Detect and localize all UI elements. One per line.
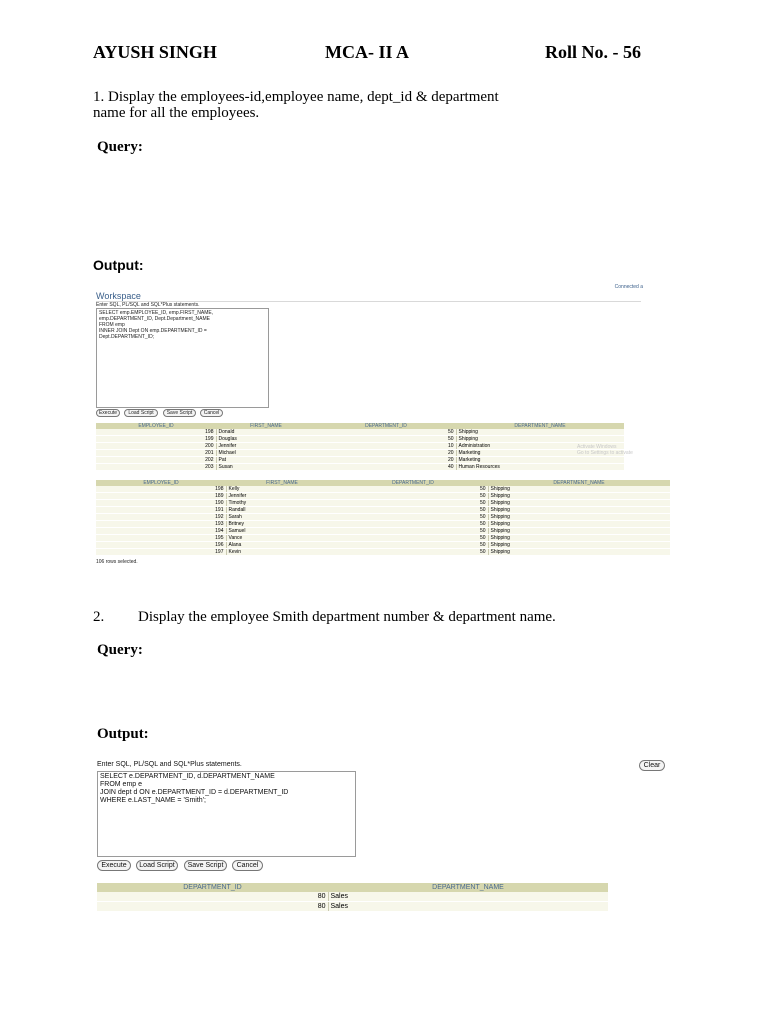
table-cell: Shipping [488, 535, 670, 542]
table-cell: Samuel [226, 528, 338, 535]
watermark-line-1: Activate Windows [577, 444, 617, 450]
execute-button[interactable]: Execute [96, 409, 120, 417]
table-cell: 50 [316, 436, 456, 443]
table-cell: 50 [338, 493, 488, 500]
output-screenshot-2 [96, 758, 668, 928]
table-cell: 50 [316, 429, 456, 436]
watermark-line-2: Go to Settings to activate [577, 450, 633, 456]
table-cell: 189 [96, 493, 226, 500]
cancel-button[interactable]: Cancel [200, 409, 223, 417]
table-cell: Susan [216, 464, 316, 471]
output-label-1: Output: [93, 257, 144, 273]
table-row [96, 514, 670, 521]
table-cell: Shipping [456, 429, 624, 436]
workspace-title: Workspace [96, 291, 141, 301]
table-cell: 193 [96, 521, 226, 528]
table-cell: 197 [96, 549, 226, 556]
execute-button-2[interactable]: Execute [97, 860, 131, 871]
save-script-button-2[interactable]: Save Script [184, 860, 227, 871]
table-cell: Shipping [488, 507, 670, 514]
table-cell: Alana [226, 542, 338, 549]
col-department-name-2: DEPARTMENT_NAME [488, 480, 670, 486]
table-cell: Marketing [456, 450, 624, 457]
connected-status: Connected a [614, 284, 643, 290]
table-cell: Human Resources [456, 464, 624, 471]
table-cell: 50 [338, 486, 488, 493]
table-cell: Jennifer [216, 443, 316, 450]
table-row [96, 535, 670, 542]
table-cell: 10 [316, 443, 456, 450]
table-cell: Marketing [456, 457, 624, 464]
table-cell: Pat [216, 457, 316, 464]
question-1-line-1: 1. Display the employees-id,employee name, dept_id & department [93, 89, 499, 105]
table-row [96, 493, 670, 500]
table-cell: Douglas [216, 436, 316, 443]
table-row [97, 892, 608, 902]
table-cell: Randall [226, 507, 338, 514]
table-cell: 198 [96, 429, 216, 436]
table-cell: Shipping [488, 486, 670, 493]
table-cell: Sarah [226, 514, 338, 521]
table-cell: 195 [96, 535, 226, 542]
question-1-line-2: name for all the employees. [93, 105, 260, 121]
query-label-1: Query: [97, 139, 143, 155]
table-row [97, 902, 608, 912]
table-cell: 203 [96, 464, 216, 471]
table-cell: 190 [96, 500, 226, 507]
col-employee-id: EMPLOYEE_ID [96, 423, 216, 429]
col-department-id-2: DEPARTMENT_ID [338, 480, 488, 486]
load-script-button-2[interactable]: Load Script [136, 860, 178, 871]
table-cell: 200 [96, 443, 216, 450]
result-table-3 [97, 883, 608, 912]
col-department-name-3: DEPARTMENT_NAME [328, 883, 608, 892]
student-name: AYUSH SINGH [93, 42, 217, 62]
table-cell: Sales [328, 902, 608, 912]
col-employee-id-2: EMPLOYEE_ID [96, 480, 226, 486]
question-2-number: 2. [93, 609, 105, 625]
table-cell: Timothy [226, 500, 338, 507]
table-cell: 199 [96, 436, 216, 443]
table-cell: 50 [338, 507, 488, 514]
table-cell: 50 [338, 549, 488, 556]
table-row [96, 436, 624, 443]
table-cell: Shipping [488, 521, 670, 528]
rows-selected-text: 106 rows selected. [96, 559, 138, 565]
table-cell: Kevin [226, 549, 338, 556]
table-cell: Kelly [226, 486, 338, 493]
table-cell: Shipping [456, 436, 624, 443]
query-label-2: Query: [97, 642, 143, 658]
sql-editor[interactable]: SELECT emp.EMPLOYEE_ID, emp.FIRST_NAME, emp.DEPARTMENT_ID, Dept.Department_NAME FROM emp INNER JOIN Dept ON emp.DEPARTMENT_ID = Dept.DEPARTMENT_ID; [96, 308, 269, 408]
col-first-name: FIRST_NAME [216, 423, 316, 429]
table-cell: 20 [316, 457, 456, 464]
table-cell: 202 [96, 457, 216, 464]
save-script-button[interactable]: Save Script [163, 409, 196, 417]
table-cell: 192 [96, 514, 226, 521]
table-cell: Shipping [488, 514, 670, 521]
class-name: MCA- II A [325, 42, 409, 62]
result-table-bottom [96, 480, 670, 556]
col-department-name: DEPARTMENT_NAME [456, 423, 624, 429]
table-cell: Jennifer [226, 493, 338, 500]
table-cell: 50 [338, 542, 488, 549]
table-row [96, 507, 670, 514]
table-cell: 201 [96, 450, 216, 457]
table-cell: Shipping [488, 549, 670, 556]
table-cell: 50 [338, 535, 488, 542]
table-cell: Vance [226, 535, 338, 542]
table-cell: 40 [316, 464, 456, 471]
table-cell: Britney [226, 521, 338, 528]
load-script-button[interactable]: Load Script [124, 409, 158, 417]
roll-number: Roll No. - 56 [545, 42, 641, 62]
table-cell: 196 [96, 542, 226, 549]
output-screenshot-1 [93, 280, 673, 570]
result-table-top [96, 423, 624, 471]
question-2-text: Display the employee Smith department number & department name. [138, 609, 556, 625]
table-cell: 80 [97, 892, 328, 902]
table-cell: 50 [338, 500, 488, 507]
sql-prompt-2: Enter SQL, PL/SQL and SQL*Plus statements. [97, 761, 242, 768]
table-cell: Shipping [488, 493, 670, 500]
table-cell: Shipping [488, 500, 670, 507]
table-cell: Shipping [488, 542, 670, 549]
table-cell: 50 [338, 514, 488, 521]
table-row [96, 521, 670, 528]
clear-button[interactable]: Clear [639, 760, 665, 771]
table-cell: 80 [97, 902, 328, 912]
table-cell: 191 [96, 507, 226, 514]
sql-editor-2[interactable]: SELECT e.DEPARTMENT_ID, d.DEPARTMENT_NAME FROM emp e JOIN dept d ON e.DEPARTMENT_ID = d.DEPARTMENT_ID WHERE e.LAST_NAME = 'Smith'; [97, 771, 356, 857]
table-cell: 198 [96, 486, 226, 493]
sql-prompt: Enter SQL, PL/SQL and SQL*Plus statements. [96, 302, 200, 308]
table-row [96, 450, 624, 457]
table-row [96, 464, 624, 471]
col-first-name-2: FIRST_NAME [226, 480, 338, 486]
table-row [96, 542, 670, 549]
table-row [96, 528, 670, 535]
table-cell: Michael [216, 450, 316, 457]
table-cell: Administration [456, 443, 624, 450]
output-label-2: Output: [97, 726, 149, 742]
cancel-button-2[interactable]: Cancel [232, 860, 263, 871]
table-cell: Shipping [488, 528, 670, 535]
table-cell: Sales [328, 892, 608, 902]
table-row [96, 443, 624, 450]
table-cell: 194 [96, 528, 226, 535]
table-cell: 50 [338, 528, 488, 535]
table-row [96, 500, 670, 507]
table-cell: 50 [338, 521, 488, 528]
col-department-id: DEPARTMENT_ID [316, 423, 456, 429]
col-department-id-3: DEPARTMENT_ID [97, 883, 328, 892]
table-row [96, 549, 670, 556]
table-cell: 20 [316, 450, 456, 457]
table-row [96, 457, 624, 464]
table-cell: Donald [216, 429, 316, 436]
